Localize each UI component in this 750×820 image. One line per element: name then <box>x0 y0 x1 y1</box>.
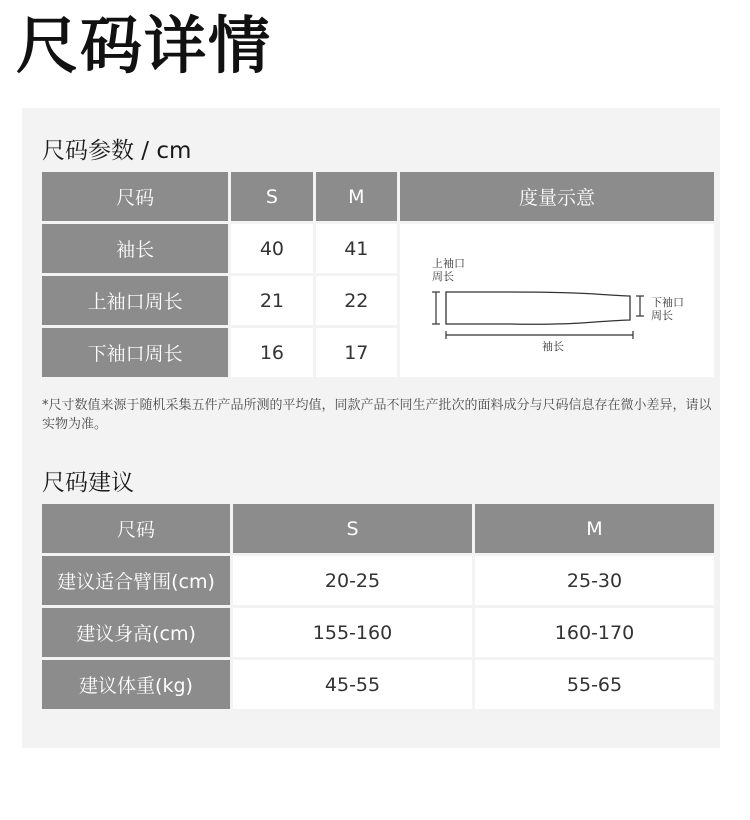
sleeve-diagram-svg <box>400 224 714 377</box>
cell-s: 20-25 <box>233 556 472 605</box>
label-sleeve-length: 袖长 <box>541 340 564 353</box>
table-row <box>42 556 714 605</box>
cell-m: 25-30 <box>475 556 714 605</box>
size-suggest-table <box>39 501 717 712</box>
header-m: M <box>475 504 714 553</box>
measurement-note: *尺寸数值来源于随机采集五件产品所测的平均值，同款产品不同生产批次的面料成分与尺码信息存在微小差异，请以实物为准。 <box>42 398 712 432</box>
cell-s: 45-55 <box>233 660 472 709</box>
header-s: S <box>231 172 312 221</box>
length-line <box>446 331 633 339</box>
cell-m: 160-170 <box>475 608 714 657</box>
header-size: 尺码 <box>42 172 228 221</box>
size-panel <box>22 108 720 748</box>
measurement-diagram <box>400 224 714 377</box>
cell-s: 40 <box>231 224 312 273</box>
cell-s: 21 <box>231 276 312 325</box>
header-m: M <box>316 172 397 221</box>
cell-s: 16 <box>231 328 312 377</box>
cell-m: 22 <box>316 276 397 325</box>
table-header-row <box>42 504 714 553</box>
header-s: S <box>233 504 472 553</box>
row-label-sleeve-length: 袖长 <box>42 224 228 273</box>
cell-m: 41 <box>316 224 397 273</box>
table-row <box>42 608 714 657</box>
top-cuff-bracket <box>432 292 440 324</box>
sleeve-outline <box>446 292 630 324</box>
bottom-cuff-bracket <box>636 296 644 316</box>
page-title: 尺码详情 <box>16 9 273 82</box>
row-label-weight: 建议体重(kg) <box>42 660 230 709</box>
size-params-table <box>39 169 717 380</box>
header-diagram: 度量示意 <box>400 172 714 221</box>
table-row <box>42 660 714 709</box>
cell-m: 17 <box>316 328 397 377</box>
row-label-height: 建议身高(cm) <box>42 608 230 657</box>
label-top-cuff-2: 周长 <box>431 270 454 283</box>
label-top-cuff-1: 上袖口 <box>431 257 465 270</box>
cell-m: 55-65 <box>475 660 714 709</box>
label-bottom-cuff-1: 下袖口 <box>650 296 684 309</box>
size-suggest-title: 尺码建议 <box>42 470 134 496</box>
cell-s: 155-160 <box>233 608 472 657</box>
size-params-title: 尺码参数 / cm <box>42 138 192 164</box>
header-size: 尺码 <box>42 504 230 553</box>
row-label-top-cuff: 上袖口周长 <box>42 276 228 325</box>
row-label-bottom-cuff: 下袖口周长 <box>42 328 228 377</box>
label-bottom-cuff-2: 周长 <box>650 309 673 322</box>
row-label-arm: 建议适合臂围(cm) <box>42 556 230 605</box>
table-header-row <box>42 172 714 221</box>
table-row <box>42 224 714 273</box>
